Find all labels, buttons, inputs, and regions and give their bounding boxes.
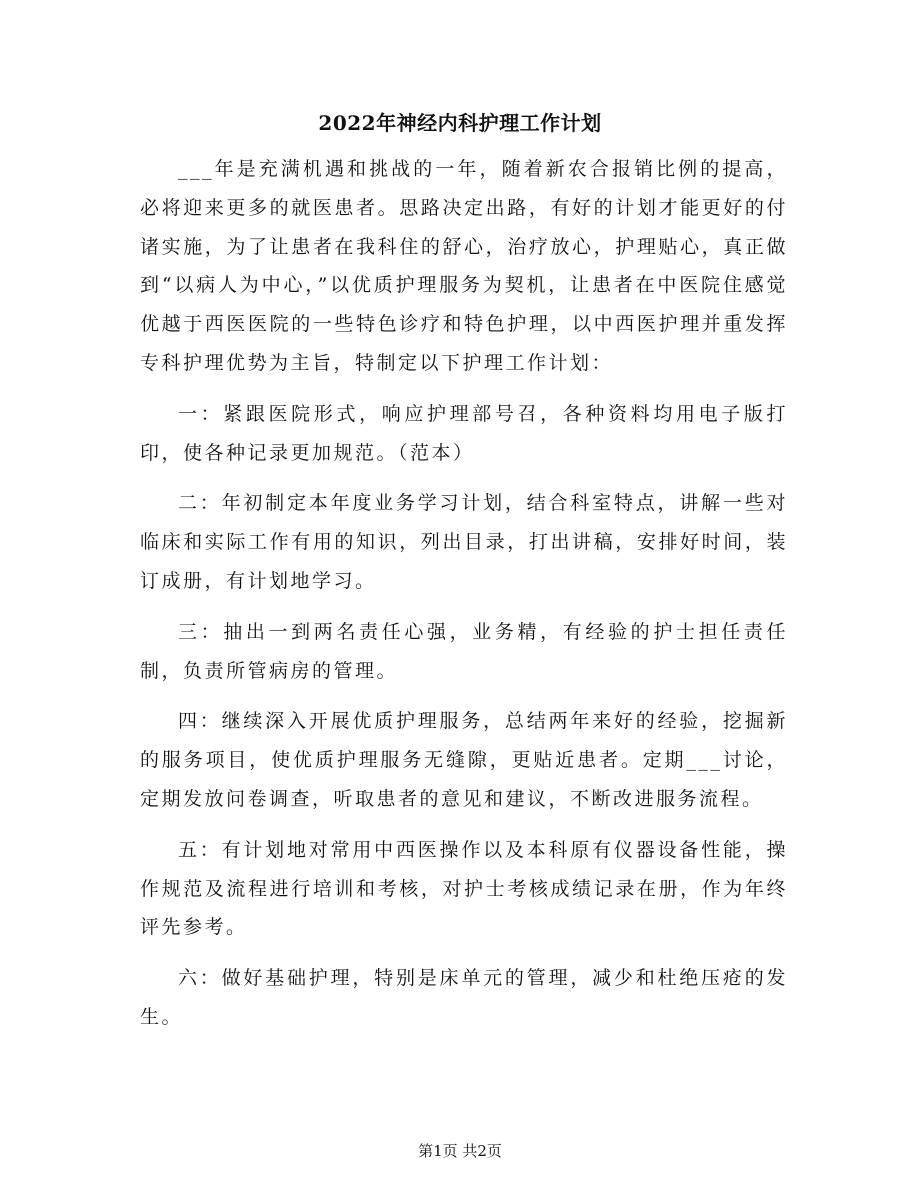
plan-item-3: 三：抽出一到两名责任心强，业务精，有经验的护士担任责任制，负责所管病房的管理。: [140, 620, 788, 682]
plan-item-5: 五：有计划地对常用中西医操作以及本科原有仪器设备性能，操作规范及流程进行培训和考核，对护士考核成绩记录在册，作为年终评先参考。: [140, 838, 788, 939]
plan-item-6: 六：做好基础护理，特别是床单元的管理，减少和杜绝压疮的发生。: [140, 967, 788, 1028]
plan-item-4: 四：继续深入开展优质护理服务，总结两年来好的经验，挖掘新的服务项目，使优质护理服务无缝隙，更贴近患者。定期___讨论，定期发放问卷调查，听取患者的意见和建议，不断改进服务流程。: [140, 710, 788, 810]
page-title: 2022年神经内科护理工作计划: [318, 111, 602, 135]
page-footer: 第1页 共2页: [418, 1142, 502, 1160]
plan-item-2: 二：年初制定本年度业务学习计划，结合科室特点，讲解一些对临床和实际工作有用的知识，列出目录，打出讲稿，安排好时间，装订成册，有计划地学习。: [140, 492, 788, 592]
document-body: [140, 150, 788, 1049]
plan-item-1: 一：紧跟医院形式，响应护理部号召，各种资料均用电子版打印，使各种记录更加规范。（范本）: [140, 402, 788, 464]
intro-paragraph: ___年是充满机遇和挑战的一年，随着新农合报销比例的提高，必将迎来更多的就医患者。思路决定出路，有好的计划才能更好的付诸实施，为了让患者在我科住的舒心，治疗放心，护理贴心，真正做到“以病人为中心，”以优质护理服务为契机，让患者在中医院住感觉优越于西医医院的一些特色诊疗和特色护理，以中西医护理并重发挥专科护理优势为主旨，特制定以下护理工作计划：: [140, 158, 788, 374]
